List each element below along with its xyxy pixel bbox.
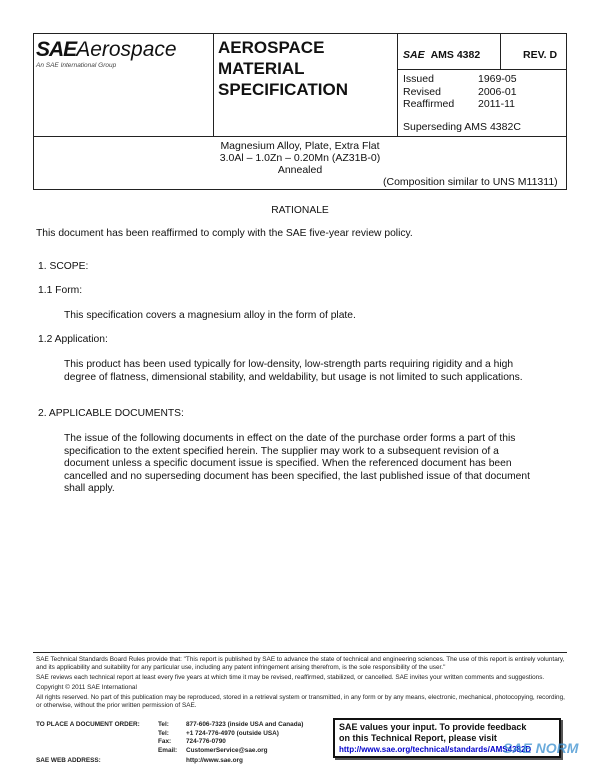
watermark-logo: SAE NORM — [503, 740, 579, 756]
composition-note: (Composition similar to UNS M11311) — [383, 176, 558, 188]
document-type-title — [218, 37, 348, 100]
feedback-line: on this Technical Report, please visit — [339, 733, 497, 743]
date-value: 2011-11 — [478, 98, 515, 110]
subject-line: Annealed — [277, 164, 323, 176]
section-1-2-heading: 1.2 Application: — [38, 334, 108, 345]
date-value: 2006-01 — [478, 85, 517, 98]
footer-paragraph: SAE reviews each technical report at least every five years at which time it may be revised, reaffirmed, stabilized, or cancelled. SAE invites your written comments and suggestions. — [36, 674, 545, 681]
web-address-link[interactable]: http://www.sae.org — [186, 757, 243, 764]
date-label: Revised — [403, 85, 441, 98]
rationale-text: This document has been reaffirmed to comply with the SAE five-year review policy. — [36, 228, 413, 239]
footer-paragraph: SAE Technical Standards Board Rules provide that: "This report is published by SAE to advance the state of technical and engineering sciences. The use of this report is entirely voluntary, and its applicability and suitability for any particular use, including any patent infringement arising therefrom, is the sole responsibility of the user." — [36, 656, 565, 671]
sae-logo-small: SAE — [403, 49, 425, 61]
section-1-1-heading: 1.1 Form: — [38, 285, 83, 296]
revision-label: REV. D — [523, 49, 558, 61]
doc-number-text: AMS 4382 — [430, 49, 481, 61]
feedback-link[interactable]: http://www.sae.org/technical/standards/AMS4382D — [339, 745, 532, 754]
subject-line: Magnesium Alloy, Plate, Extra Flat — [220, 140, 380, 152]
copyright: Copyright © 2011 SAE International — [36, 684, 137, 691]
section-2-text: The issue of the following documents in effect on the date of the purchase order forms a part of this specification to the extent specified herein. The supplier may work to a subsequent revision of a document unless a specific document issue is specified. When the referenced document has been cancelled and no superseding document has been specified, the last published issue of that document shall apply. — [64, 433, 530, 495]
contact-value: +1 724-776-4970 (outside USA) — [186, 729, 279, 737]
rationale-heading: RATIONALE — [271, 205, 329, 216]
document-number — [403, 49, 480, 61]
date-label: Issued — [403, 73, 434, 85]
subject — [200, 140, 400, 176]
title-line: MATERIAL — [218, 59, 305, 78]
subject-line: 3.0Al – 1.0Zn – 0.20Mn (AZ31B-0) — [219, 152, 381, 164]
contact-value: 877-606-7323 (inside USA and Canada) — [186, 721, 304, 728]
order-label: TO PLACE A DOCUMENT ORDER: — [36, 721, 140, 728]
logo-subtitle: An SAE International Group — [36, 62, 117, 69]
date-value: 1969-05 — [478, 73, 517, 85]
section-1-heading: 1. SCOPE: — [38, 261, 89, 272]
contact-label: Fax: — [158, 738, 172, 745]
superseding: Superseding AMS 4382C — [403, 121, 521, 133]
contact-label: Tel: — [158, 729, 169, 737]
contact-value[interactable]: CustomerService@sae.org — [186, 746, 268, 754]
title-line: SPECIFICATION — [218, 80, 349, 99]
section-2-heading: 2. APPLICABLE DOCUMENTS: — [38, 408, 184, 419]
contact-value: 724-776-0790 — [186, 738, 226, 745]
sae-aerospace-logo — [36, 38, 177, 62]
contact-label: Email: — [158, 746, 178, 754]
footer-paragraph: All rights reserved. No part of this publication may be reproduced, stored in a retrieval system or transmitted, in any form or by any means, electronic, mechanical, photocopying, recording, or otherwise, without the prior written permission of SAE. — [36, 694, 565, 709]
feedback-line: SAE values your input. To provide feedback — [339, 722, 527, 732]
dates-block — [403, 73, 517, 111]
contact-label: Tel: — [158, 721, 169, 728]
section-1-1-text: This specification covers a magnesium alloy in the form of plate. — [64, 310, 356, 321]
web-label: SAE WEB ADDRESS: — [36, 757, 101, 764]
date-label: Reaffirmed — [403, 98, 455, 110]
section-1-2-text: This product has been used typically for low-density, low-strength parts requiring rigidity and a high degree of flatness, dimensional stability, and weldability, but usage is not limited to such applications. — [64, 359, 523, 383]
footer-notes — [36, 656, 566, 710]
logo-brand: SAE — [36, 38, 77, 61]
title-line: AEROSPACE — [218, 38, 325, 57]
contact-list — [158, 721, 303, 755]
logo-word: Aerospace — [76, 38, 177, 61]
